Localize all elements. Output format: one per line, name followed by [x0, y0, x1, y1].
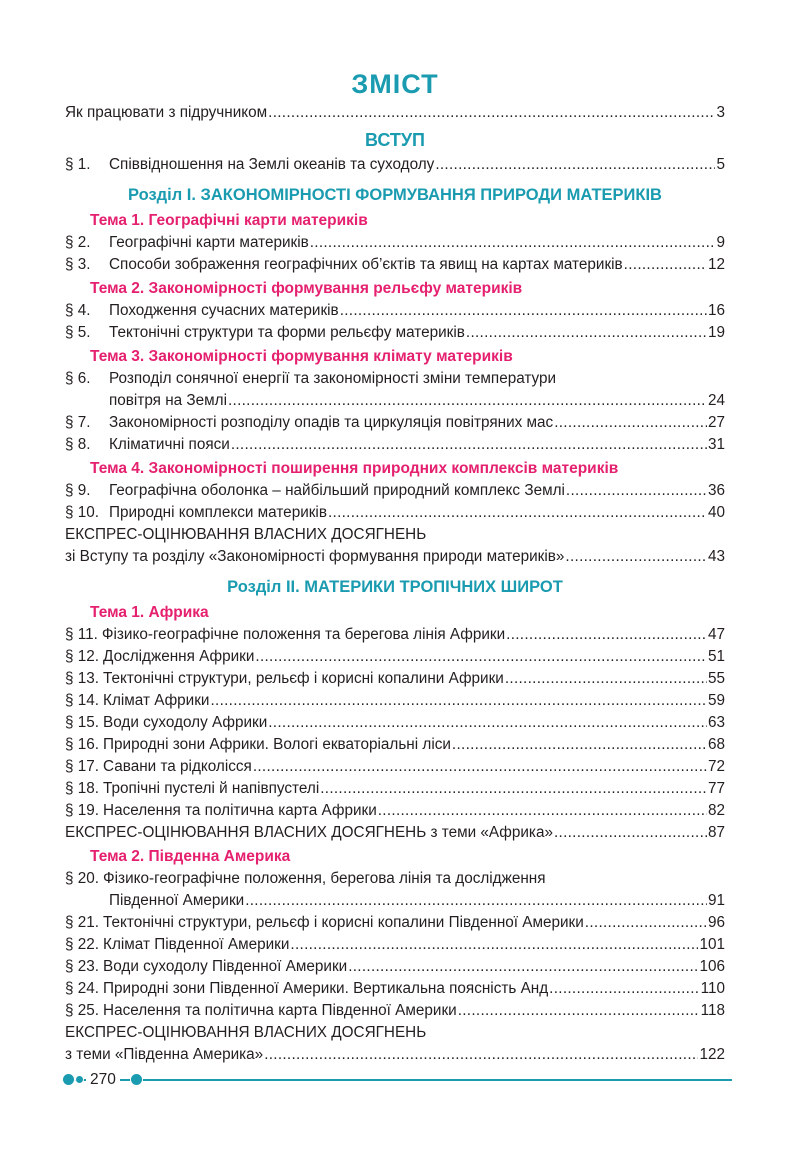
- entry-text-continued: повітря на Землі: [109, 392, 227, 409]
- entry-number: § 8.: [65, 436, 91, 453]
- footer-dot-ornament: [75, 1075, 84, 1084]
- toc-entry[interactable]: [65, 434, 725, 456]
- entry-text: Закономірності розподілу опадів та циркуляція повітряних мас: [109, 414, 554, 431]
- topic-heading: Тема 3. Закономірності формування клімату материків: [90, 348, 513, 365]
- footer-dot-ornament: [130, 1073, 143, 1086]
- section-heading-1: Розділ І. ЗАКОНОМІРНОСТІ ФОРМУВАННЯ ПРИРОДИ МАТЕРИКІВ: [128, 186, 662, 204]
- toc-entry-intro[interactable]: [65, 102, 725, 124]
- toc-entry[interactable]: [65, 912, 725, 934]
- leader-dots: [328, 502, 707, 524]
- toc-entry[interactable]: [65, 778, 725, 800]
- entry-page: 77: [707, 780, 725, 797]
- toc-entry[interactable]: [65, 300, 725, 322]
- leader-dots: [378, 800, 707, 822]
- entry-page: 91: [707, 892, 725, 909]
- toc-entry[interactable]: [65, 232, 725, 254]
- entry-number: § 21.: [65, 914, 100, 931]
- leader-dots: [554, 822, 707, 844]
- leader-dots: [452, 734, 707, 756]
- leader-dots: [506, 624, 707, 646]
- entry-text: Як працювати з підручником: [65, 104, 268, 121]
- entry-number: § 12.: [65, 648, 100, 665]
- entry-page: 101: [699, 936, 725, 953]
- entry-page: 106: [699, 958, 725, 975]
- table-of-contents: [65, 66, 725, 1066]
- footer-dot-ornament: [62, 1073, 75, 1086]
- entry-number: § 17.: [65, 758, 100, 775]
- toc-entry[interactable]: [65, 368, 725, 412]
- entry-page: 5: [716, 156, 725, 173]
- entry-page: 47: [707, 626, 725, 643]
- entry-number: § 15.: [65, 714, 100, 731]
- entry-text: Розподіл сонячної енергії та закономірності зміни температури: [109, 370, 557, 387]
- entry-number: § 20.: [65, 870, 100, 887]
- entry-text: ЕКСПРЕС-ОЦІНЮВАННЯ ВЛАСНИХ ДОСЯГНЕНЬ: [65, 1024, 427, 1041]
- entry-page: 31: [707, 436, 725, 453]
- leader-dots: [268, 102, 715, 124]
- entry-number: § 10.: [65, 504, 100, 521]
- entry-page: 55: [707, 670, 725, 687]
- entry-page: 72: [707, 758, 725, 775]
- entry-text-continued: з теми «Південна Америка»: [65, 1046, 264, 1063]
- entry-text: Води суходолу Південної Америки: [103, 958, 348, 975]
- entry-page: 118: [700, 1002, 725, 1019]
- entry-page: 40: [707, 504, 725, 521]
- entry-text: Фізико-географічне положення та берегова лінія Африки: [101, 626, 506, 643]
- entry-text: Природні зони Південної Америки. Вертикальна поясність Анд: [103, 980, 549, 997]
- toc-entry[interactable]: [65, 412, 725, 434]
- toc-entry-assessment[interactable]: [65, 1022, 725, 1066]
- topic-entries-africa: [65, 624, 725, 822]
- leader-dots: [554, 412, 707, 434]
- entry-number: § 23.: [65, 958, 100, 975]
- entry-number: § 11.: [65, 626, 98, 643]
- entry-page: 63: [707, 714, 725, 731]
- leader-dots: [585, 912, 707, 934]
- entry-number: § 22.: [65, 936, 100, 953]
- entry-number: § 6.: [65, 370, 91, 387]
- entry-number: § 3.: [65, 256, 91, 273]
- topic-heading: Тема 1. Африка: [90, 604, 209, 621]
- entry-text-continued: зі Вступу та розділу «Закономірності формування природи материків»: [65, 548, 565, 565]
- entry-text: Дослідження Африки: [103, 648, 255, 665]
- toc-entry[interactable]: [65, 154, 725, 176]
- entry-text: Тектонічні структури, рельєф і корисні копалини Африки: [103, 670, 504, 687]
- leader-dots: [320, 778, 707, 800]
- leader-dots: [245, 890, 707, 912]
- entry-page: 59: [707, 692, 725, 709]
- toc-entry[interactable]: [65, 690, 725, 712]
- entry-text: Способи зображення географічних об’єктів та явищ на картах материків: [109, 256, 623, 273]
- entry-number: § 18.: [65, 780, 100, 797]
- page-title: ЗМІСТ: [351, 69, 439, 99]
- toc-entry[interactable]: [65, 502, 725, 524]
- entry-number: § 9.: [65, 482, 91, 499]
- entry-text: Кліматичні пояси: [109, 436, 230, 453]
- leader-dots: [264, 1044, 698, 1066]
- entry-number: § 16.: [65, 736, 100, 753]
- toc-entry[interactable]: [65, 956, 725, 978]
- entry-number: § 19.: [65, 802, 100, 819]
- entry-number: § 1.: [65, 156, 91, 173]
- entry-page: 51: [707, 648, 725, 665]
- entry-text: Походження сучасних материків: [109, 302, 339, 319]
- footer-rule: [62, 1079, 732, 1081]
- topic-heading: Тема 2. Закономірності формування рельєфу материків: [90, 280, 523, 297]
- leader-dots: [435, 154, 715, 176]
- toc-entry[interactable]: [65, 756, 725, 778]
- toc-entry-assessment[interactable]: [65, 822, 725, 844]
- toc-entry[interactable]: [65, 978, 725, 1000]
- entry-text: Населення та політична карта Африки: [103, 802, 377, 819]
- entry-text-continued: Південної Америки: [109, 892, 245, 909]
- page-number: 270: [86, 1070, 120, 1090]
- toc-entry[interactable]: [65, 868, 725, 912]
- leader-dots: [549, 978, 699, 1000]
- entry-text: Клімат Південної Америки: [103, 936, 290, 953]
- toc-entry[interactable]: [65, 480, 725, 502]
- entry-page: 27: [707, 414, 725, 431]
- leader-dots: [231, 434, 707, 456]
- entry-page: 122: [699, 1046, 725, 1063]
- topic-heading: Тема 4. Закономірності поширення природних комплексів материків: [90, 460, 619, 477]
- leader-dots: [290, 934, 698, 956]
- section-heading-vstup: ВСТУП: [365, 130, 425, 150]
- entry-text: Географічна оболонка – найбільший природний комплекс Землі: [109, 482, 565, 499]
- entry-text: Населення та політична карта Південної Америки: [103, 1002, 457, 1019]
- leader-dots: [268, 712, 707, 734]
- entry-text: Клімат Африки: [103, 692, 210, 709]
- leader-dots: [624, 254, 707, 276]
- leader-dots: [566, 480, 707, 502]
- entry-text: Фізико-географічне положення, берегова лінія та дослідження: [103, 870, 546, 887]
- leader-dots: [466, 322, 707, 344]
- entry-page: 24: [707, 392, 725, 409]
- entry-page: 87: [707, 824, 725, 841]
- topic-heading: Тема 1. Географічні карти материків: [90, 212, 368, 229]
- leader-dots: [228, 390, 707, 412]
- entry-page: 3: [716, 104, 725, 121]
- toc-entry[interactable]: [65, 668, 725, 690]
- entry-number: § 25.: [65, 1002, 100, 1019]
- entry-page: 19: [707, 324, 725, 341]
- entry-page: 12: [707, 256, 725, 273]
- page-footer: [62, 1070, 732, 1092]
- toc-entry[interactable]: [65, 322, 725, 344]
- toc-entry[interactable]: [65, 1000, 725, 1022]
- toc-entry[interactable]: [65, 254, 725, 276]
- entry-number: § 5.: [65, 324, 91, 341]
- entry-text: Савани та рідколісся: [103, 758, 252, 775]
- entry-text: Тектонічні структури, рельєф і корисні копалини Південної Америки: [103, 914, 584, 931]
- entry-number: § 7.: [65, 414, 91, 431]
- entry-text: ЕКСПРЕС-ОЦІНЮВАННЯ ВЛАСНИХ ДОСЯГНЕНЬ: [65, 526, 427, 543]
- entry-number: § 4.: [65, 302, 91, 319]
- entry-page: 110: [700, 980, 725, 997]
- entry-page: 82: [707, 802, 725, 819]
- entry-text: Тропічні пустелі й напівпустелі: [103, 780, 320, 797]
- leader-dots: [340, 300, 707, 322]
- entry-text: Співвідношення на Землі океанів та суходолу: [109, 156, 435, 173]
- toc-entry[interactable]: [65, 624, 725, 646]
- entry-text: Води суходолу Африки: [103, 714, 268, 731]
- toc-entry[interactable]: [65, 646, 725, 668]
- entry-page: 43: [707, 548, 725, 565]
- leader-dots: [348, 956, 698, 978]
- topic-entries-south-america: [65, 912, 725, 1022]
- entry-page: 16: [707, 302, 725, 319]
- entry-number: § 14.: [65, 692, 100, 709]
- entry-text: Природні зони Африки. Вологі екваторіальні ліси: [103, 736, 451, 753]
- toc-entry-assessment[interactable]: [65, 524, 725, 568]
- entry-page: 36: [707, 482, 725, 499]
- entry-text: Природні комплекси материків: [109, 504, 327, 521]
- leader-dots: [458, 1000, 700, 1022]
- topic-heading: Тема 2. Південна Америка: [90, 848, 291, 865]
- leader-dots: [255, 646, 707, 668]
- entry-text: Географічні карти материків: [109, 234, 309, 251]
- entry-text: Тектонічні структури та форми рельєфу материків: [109, 324, 465, 341]
- leader-dots: [505, 668, 707, 690]
- entry-number: § 24.: [65, 980, 100, 997]
- entry-text: ЕКСПРЕС-ОЦІНЮВАННЯ ВЛАСНИХ ДОСЯГНЕНЬ з теми «Африка»: [65, 824, 553, 841]
- leader-dots: [565, 546, 707, 568]
- leader-dots: [310, 232, 716, 254]
- entry-number: § 2.: [65, 234, 91, 251]
- leader-dots: [253, 756, 707, 778]
- entry-page: 9: [716, 234, 725, 251]
- entry-page: 96: [707, 914, 725, 931]
- section-heading-2: Розділ ІІ. МАТЕРИКИ ТРОПІЧНИХ ШИРОТ: [227, 578, 563, 596]
- leader-dots: [210, 690, 707, 712]
- entry-page: 68: [707, 736, 725, 753]
- toc-entry[interactable]: [65, 800, 725, 822]
- toc-entry[interactable]: [65, 712, 725, 734]
- toc-entry[interactable]: [65, 734, 725, 756]
- entry-number: § 13.: [65, 670, 100, 687]
- toc-entry[interactable]: [65, 934, 725, 956]
